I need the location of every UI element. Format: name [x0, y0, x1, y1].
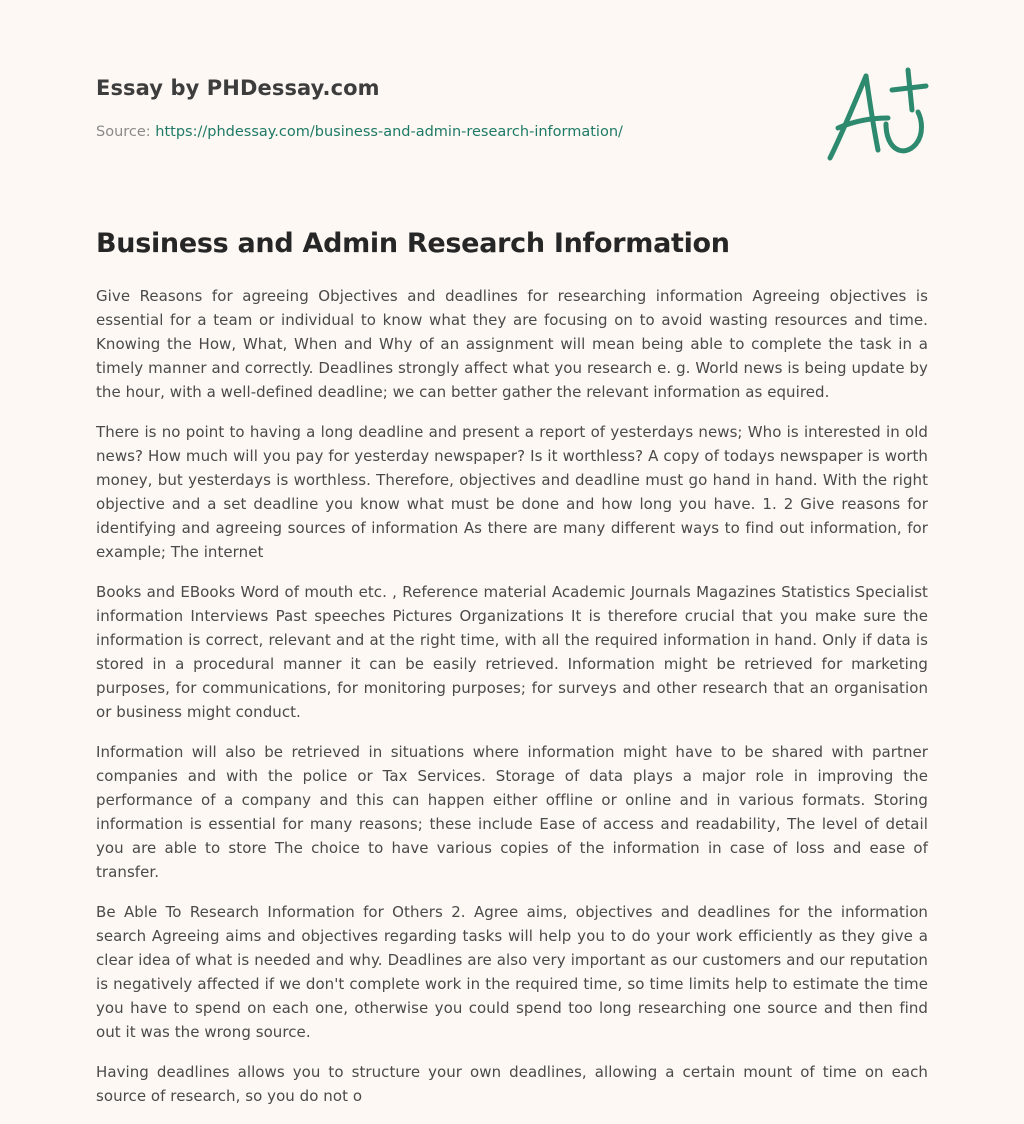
essay-paragraph: Books and EBooks Word of mouth etc. , Reference material Academic Journals Magazines Statistics Specialist information Interviews Past speeches Pictures Organizations It is therefore crucial that you make sure the information is correct, relevant and at the right time, with all the required information in hand. Only if data is stored in a procedural manner it can be easily retrieved. Information might be retrieved for marketing purposes, for communications, for monitoring purposes; for surveys and other research that an organisation or business might conduct.: [96, 583, 928, 721]
source-link[interactable]: https://phdessay.com/business-and-admin-research-information/: [155, 124, 623, 140]
essay-paragraph: Give Reasons for agreeing Objectives and deadlines for researching information Agreeing objectives is essential for a team or individual to know what they are focusing on to avoid wasting resources and time. Knowing the How, What, When and Why of an assignment will mean being able to complete the task in a timely manner and correctly. Deadlines strongly affect what you research e. g. World news is being update by the hour, with a well-defined deadline; we can better gather the relevant information as equired.: [96, 287, 928, 401]
essay-paragraph: There is no point to having a long deadline and present a report of yesterdays news; Who is interested in old news? How much will you pay for yesterday newspaper? Is it worthless? A copy of todays newspaper is worth money, but yesterdays is worthless. Therefore, objectives and deadline must go hand in hand. With the right objective and a set deadline you know what must be done and how long you have. 1. 2 Give reasons for identifying and agreeing sources of information As there are many different ways to find out information, for example; The internet: [96, 423, 928, 561]
essay-body: [96, 284, 928, 1124]
brand-title: Essay by PHDessay.com: [96, 76, 380, 100]
source-label: Source:: [96, 124, 156, 140]
essay-paragraph: Having deadlines allows you to structure your own deadlines, allowing a certain mount of time on each source of research, so you do not o: [96, 1063, 928, 1105]
essay-paragraph: Information will also be retrieved in situations where information might have to be shared with partner companies and with the police or Tax Services. Storage of data plays a major role in improving the performance of a company and this can happen either offline or online and in various formats. Storing information is essential for many reasons; these include Ease of access and readability, The level of detail you are able to store The choice to have various copies of the information in case of loss and ease of transfer.: [96, 743, 928, 881]
page-header: [96, 0, 928, 190]
source-line: [96, 124, 623, 140]
a-plus-logo-icon: [822, 64, 932, 168]
essay-paragraph: Be Able To Research Information for Others 2. Agree aims, objectives and deadlines for the information search Agreeing aims and objectives regarding tasks will help you to do your work efficiently as they give a clear idea of what is needed and why. Deadlines are also very important as our customers and our reputation is negatively affected if we don't complete work in the required time, so time limits help to estimate the time you have to spend on each one, otherwise you could spend too long researching one source and then find out it was the wrong source.: [96, 903, 928, 1041]
essay-title: Business and Admin Research Information: [96, 228, 730, 259]
